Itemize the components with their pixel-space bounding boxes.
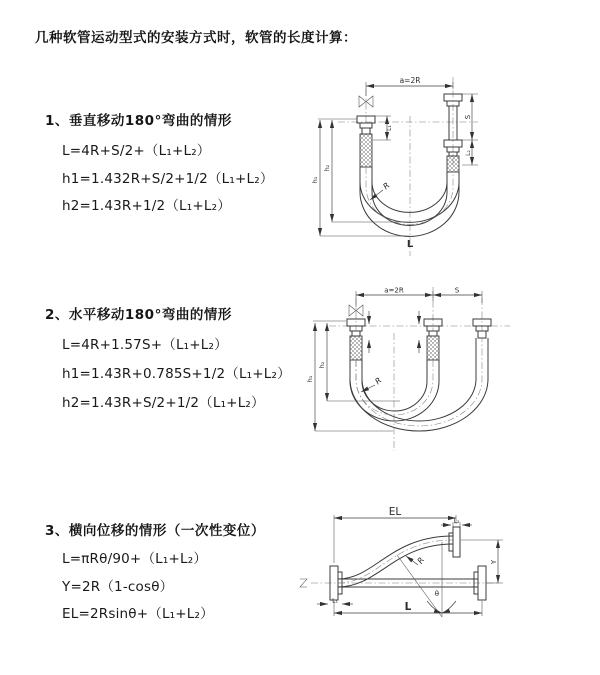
hose-outline <box>338 544 453 587</box>
dim-label-h1: h₁ <box>311 176 319 184</box>
flange <box>453 527 460 557</box>
formula-line: h2=1.43R+S/2+1/2（L₁+L₂） <box>62 395 265 411</box>
formula-line: EL=2Rsinθ+（L₁+L₂） <box>62 606 214 622</box>
dim-label-y: Y <box>490 559 498 565</box>
formula-line: h2=1.43R+1/2（L₁+L₂） <box>62 198 231 214</box>
formula-line: L=4R+1.57S+（L₁+L₂） <box>62 337 228 353</box>
formula-line: L=πRθ/90+（L₁+L₂） <box>62 551 208 567</box>
pipe-neck <box>478 331 486 338</box>
dim-label-h2: h₂ <box>318 361 326 369</box>
section-3-heading: 3、横向位移的情形（一次性变位） <box>45 523 265 539</box>
section-2-heading: 2、水平移动180°弯曲的情形 <box>45 307 232 323</box>
extension-line <box>356 291 482 307</box>
braided-hose-section <box>447 156 459 172</box>
hose-centerline <box>356 360 433 415</box>
pipe-neck <box>429 331 437 336</box>
dim-label-radius: R <box>381 180 392 192</box>
braided-hose-section <box>350 336 362 360</box>
dim-label-l1: L₁ <box>332 597 338 605</box>
pipe-neck <box>352 331 360 336</box>
diagram-horizontal-180-bend <box>305 283 590 463</box>
braided-hose-section <box>427 336 439 360</box>
dim-label-s: S <box>464 114 472 120</box>
dim-label-h1: h₁ <box>306 375 314 383</box>
pipe-neck <box>362 128 370 134</box>
dim-label-span: a=2R <box>399 76 421 85</box>
flange <box>360 123 372 128</box>
formula-line: h1=1.432R+S/2+1/2（L₁+L₂） <box>62 171 274 187</box>
dim-label-radius: R <box>415 555 427 566</box>
dim-label-s: S <box>454 286 460 295</box>
formula-line: Y=2R（1-cosθ） <box>62 579 174 595</box>
section-1-heading: 1、垂直移动180°弯曲的情形 <box>45 113 232 129</box>
angle-arrow <box>442 601 456 613</box>
dim-label-l2: L₂ <box>453 518 460 525</box>
dim-label-el: EL <box>388 506 402 518</box>
page-title: 几种软管运动型式的安装方式时，软管的长度计算： <box>35 30 357 46</box>
dim-label-radius: R <box>373 375 384 387</box>
hose-outline <box>360 167 459 236</box>
diagram-vertical-180-bend <box>310 70 590 260</box>
dim-label-span: a=2R <box>384 286 404 295</box>
formula-line: L=4R+S/2+（L₁+L₂） <box>62 143 211 159</box>
extension-line <box>334 515 456 563</box>
dim-label-length: L <box>404 601 412 613</box>
diagram-lateral-displacement <box>295 495 590 670</box>
pipe-break-mark <box>300 579 307 587</box>
hose-outline <box>338 536 453 579</box>
dim-label-l1: L₁ <box>386 125 393 131</box>
dim-label-length: L <box>406 239 414 250</box>
hose-centerline <box>366 167 453 224</box>
formula-line: h1=1.43R+0.785S+1/2（L₁+L₂） <box>62 366 291 382</box>
dim-label-theta: θ <box>434 590 439 598</box>
dim-label-l2: L₂ <box>465 150 472 156</box>
hose-outline <box>372 167 447 212</box>
dim-label-h2: h₂ <box>323 164 331 172</box>
braided-hose-section <box>360 134 372 167</box>
hose-outline <box>362 360 427 411</box>
